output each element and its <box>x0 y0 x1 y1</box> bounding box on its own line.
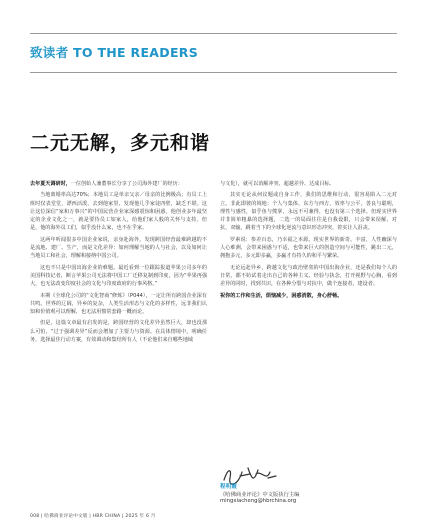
lead-in: 去年夏天调研时， <box>30 181 71 187</box>
page-footer: 008 | 哈佛商业评论中文版 | HBR CHINA | 2025 年 6 月 <box>30 514 156 519</box>
right-paragraph-3: 罗素说：参差百态，乃幸福之本源。现实世界的新奇、丰富，人性幽深与人心难测，会带来困惑与不适，也带来巨大的创造空间与可能性，跳出二元，拥抱多元，多元即多赢，多赢才有持久的和平与繁荣。 <box>220 236 397 260</box>
left-paragraph-6: 但是，这篇文章最有启发的是，跨国经营的文化差异虽然巨大，却也没那么可怕，“过于强调差异”反而会增加了主要力与资源。在具体情境中，明确任务，选择最佳行动方案，有效调动和集结所有人（不论他们来自哪些地域 <box>30 320 207 344</box>
section-divider <box>30 72 397 73</box>
left-paragraph-5: 本期《全球化公司的“文化智商”修炼》（P044），一定让所有跨国企业深有共鸣。世界的辽阔，异乡的复杂，人类生活形态与文化的多样性，远非我们认知和价值观可以理解，也无法用惯常套路一概而论。 <box>30 292 207 316</box>
left-paragraph-4: 这也不只是中国出海企业的难题。最近看到一位跟踪报道苹果公司多年的美国科技记者，断言苹果公司无法将中国工厂迁移复制到印度，因为“苹果再强大，也无法改变印度社会的文化与印度政府的行事风格。” <box>30 264 207 288</box>
right-paragraph-2: 其实无论从何议题或自身工作，我们的思维和行动，很容易陷入二元对立。非此即彼的境地：个人与集体，东方与西方，效率与公平，善良与聪明，理性与感性，似乎鱼与熊掌，永远不可兼得，也没有第三个选择。但现实世界并非简单粗暴的选择题，二选一的局面往往是自我设限，只会带来误解、对抗、双输。跳着当下的全球化逆流与意识形态冲突，着实让人沮丧。 <box>220 192 397 232</box>
right-paragraph-1: 与文化），就可以消解冲突、超越差异、达成目标。 <box>220 181 335 187</box>
lead-text: 一位创始人兼董事长分享了公司海外建厂的经历： <box>70 181 183 187</box>
left-paragraph-2: 当地离婚率高达70%；本地员工是单亲父亲／母亲的比例极高；有员工上班时仅表堂堂，漂西活泼，去到他家里，发现他几乎家徒四壁，缺乏不堪。这让这位深信“家和万事兴”的中国民营企业家深感震惊和困惑。他创业多年最坚定的企业文化之一，就是要待员工如家人，给他们家人般的关怀与支持。但是，他的海外员工们，似乎没什么家，也不在乎家。 <box>30 192 207 232</box>
section-label: 致读者 TO THE READERS <box>30 45 199 60</box>
signature-email[interactable]: mingxiacheng@hbrchina.org <box>220 498 297 504</box>
left-paragraph-3: 这两年听闻很多中国企业家说，亲身赴海外，发现跨国经营最难跨越的不是流地、建厂、生产，而是文化差异：如何理解当地的人与社会，以及如何让当地员工和社会，理解和接纳中国公司。 <box>30 236 207 260</box>
headline: 二元无解，多元和谐 <box>30 132 211 154</box>
signature-name: 程明霞 <box>220 484 237 490</box>
right-column <box>220 180 397 303</box>
right-paragraph-closing: 祝你的工作和生活，烦恼减少，困惑消散，身心舒畅。 <box>220 292 343 299</box>
top-divider <box>30 33 397 34</box>
left-paragraph-1 <box>30 180 207 188</box>
right-paragraph-4: 无论远赴异乡，跨越文化与政治壁垒的中国出海企业，还是我们每个人的日常，都不妨试着走出自己的各种主义、经验与执念，打开视野与心胸，看到差异的同时，找到共识，在各种分裂与对抗中，做个连接者、建设者。 <box>220 264 397 288</box>
left-column <box>30 180 207 347</box>
signature-title: 《哈佛商业评论》中文版执行主编 <box>220 492 300 498</box>
